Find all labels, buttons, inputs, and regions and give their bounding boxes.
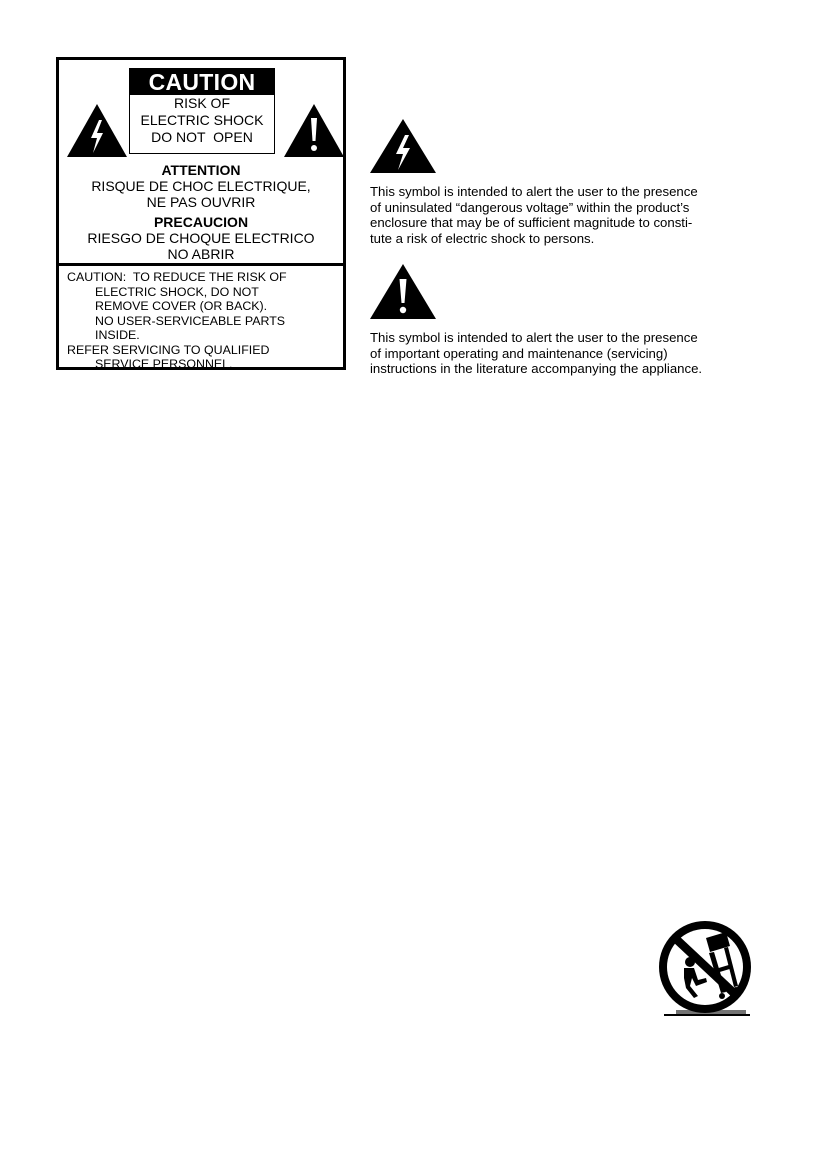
caution-sign bbox=[129, 68, 275, 154]
voltage-symbol-description bbox=[370, 184, 750, 246]
description-line: tute a risk of electric shock to persons. bbox=[370, 230, 595, 246]
description-line: This symbol is intended to alert the user to the presence bbox=[370, 330, 698, 345]
lightning-triangle-icon bbox=[369, 118, 437, 174]
precaucion-block bbox=[59, 214, 343, 262]
description-line: of important operating and maintenance (servicing) bbox=[370, 345, 668, 361]
caution-notice-line: CAUTION: TO REDUCE THE RISK OF bbox=[67, 270, 287, 284]
precaucion-line: NO ABRIR bbox=[167, 246, 235, 262]
caution-label-box bbox=[56, 57, 346, 370]
caution-sign-header: CAUTION bbox=[130, 69, 274, 95]
exclamation-triangle-icon bbox=[283, 103, 345, 158]
caution-divider bbox=[59, 263, 343, 266]
attention-line: NE PAS OUVRIR bbox=[146, 194, 256, 210]
caution-label-top bbox=[59, 60, 343, 264]
description-line: This symbol is intended to alert the user to the presence bbox=[370, 184, 698, 199]
caution-notice-line: ELECTRIC SHOCK, DO NOT bbox=[95, 284, 259, 299]
exclamation-symbol-description bbox=[370, 330, 750, 377]
caution-notice bbox=[67, 270, 339, 372]
caution-sign-line: RISK OF bbox=[173, 95, 230, 111]
caution-sign-line: ELECTRIC SHOCK bbox=[140, 112, 264, 128]
description-line: of uninsulated “dangerous voltage” within the product’s bbox=[370, 199, 690, 215]
precaucion-heading: PRECAUCION bbox=[153, 214, 249, 230]
lightning-triangle-icon bbox=[66, 103, 128, 158]
attention-block bbox=[59, 162, 343, 210]
caution-sign-line: DO NOT OPEN bbox=[151, 129, 253, 145]
caution-notice-line: NO USER-SERVICEABLE PARTS bbox=[95, 313, 286, 328]
caution-notice-line: REMOVE COVER (OR BACK). bbox=[95, 299, 268, 313]
precaucion-line: RIESGO DE CHOQUE ELECTRICO bbox=[87, 230, 315, 246]
attention-heading: ATTENTION bbox=[161, 162, 241, 178]
caution-notice-line: INSIDE. bbox=[95, 328, 140, 342]
exclamation-triangle-icon bbox=[369, 263, 437, 320]
attention-line: RISQUE DE CHOC ELECTRIQUE, bbox=[91, 178, 311, 194]
description-line: enclosure that may be of sufficient magnitude to consti- bbox=[370, 215, 693, 230]
description-line: instructions in the literature accompanying the appliance. bbox=[370, 361, 703, 376]
caution-notice-line: SERVICE PERSONNEL. bbox=[95, 357, 233, 371]
cart-tip-over-warning-icon bbox=[654, 920, 758, 1022]
caution-notice-line: REFER SERVICING TO QUALIFIED bbox=[67, 342, 270, 357]
